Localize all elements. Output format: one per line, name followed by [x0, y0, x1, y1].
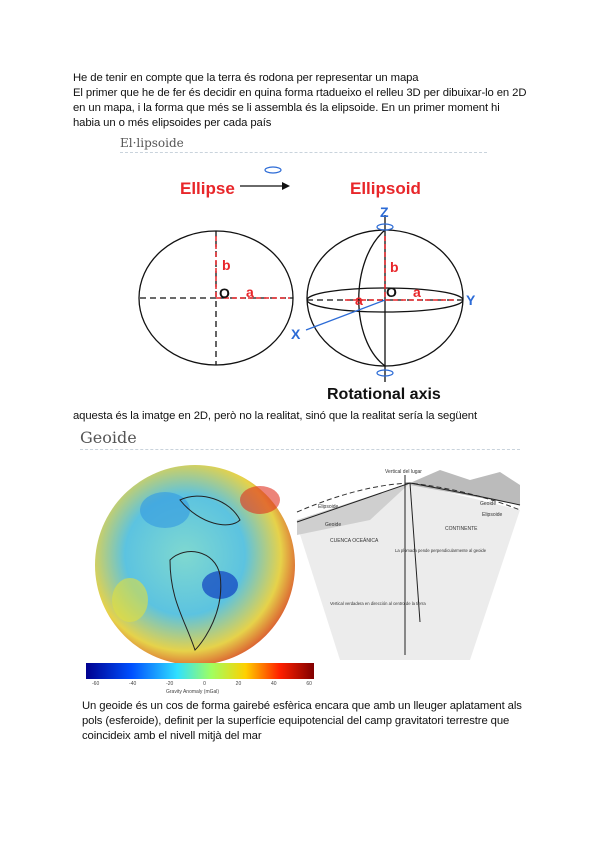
label-plumb: La plomada pende perpendicularmente al geoide [395, 548, 487, 553]
label-b-right: b [390, 259, 399, 275]
colorbar-ticks [92, 681, 312, 687]
ellipsoid-title: Ellipsoid [350, 179, 421, 198]
intro-line-2: El primer que he de fer és decidir en quina forma rtadueixo el relleu 3D per dibuixar-lo en 2D [73, 87, 527, 99]
intro-line-1: He de tenir en compte que la terra és rodona per representar un mapa [73, 72, 419, 84]
ellipse-title: Ellipse [180, 179, 235, 198]
tick: 40 [271, 681, 277, 687]
geoid-line-3: coincideix amb el nivell mitjà del mar [82, 730, 262, 742]
label-elipsoide-right: Elipsoide [482, 512, 503, 518]
tick: -40 [129, 681, 137, 687]
heading-rule [80, 449, 520, 450]
intro-line-3: en un mapa, i la forma que més se li assembla és la elipsoide. En un primer moment hi [73, 102, 500, 114]
tick: 20 [235, 681, 242, 687]
gravity-colorbar [86, 663, 314, 679]
tick: -60 [92, 681, 100, 687]
label-x: X [291, 326, 301, 342]
label-y: Y [466, 292, 476, 308]
label-z: Z [380, 204, 389, 220]
geoid-line-1: Un geoide és un cos de forma gairebé esfèrica encara que amb un lleuger aplatament als [82, 700, 522, 712]
label-o-right: O [386, 284, 397, 300]
geoid-line-2: pols (esferoide), definit per la superfície equipotencial del camp gravitatori terrestre que [82, 715, 510, 727]
ellipsoid-after-text: aquesta és la imatge en 2D, però no la realitat, sinó que la realitat sería la següent [73, 410, 477, 422]
label-ocean: CUENCA OCEÁNICA [330, 538, 379, 544]
label-geoide-right: Geoide [480, 501, 497, 507]
geoid-cross-section-diagram [297, 469, 520, 660]
label-vertical: Vertical del lugar [385, 469, 422, 475]
label-a-left: a [246, 284, 254, 300]
label-true-vertical: Vertical verdadera en dirección al centro de la tierra [330, 601, 426, 606]
label-b-left: b [222, 257, 231, 273]
tick: 60 [306, 681, 312, 687]
label-o-left: O [219, 285, 230, 301]
label-geoide-left: Geoide [325, 522, 342, 528]
intro-line-4: habia un o més elipsoides per cada país [73, 117, 272, 129]
label-a-right: a [413, 284, 421, 300]
tick: 0 [203, 681, 206, 687]
geoid-heading: Geoide [80, 428, 137, 447]
rotational-axis-caption: Rotational axis [327, 386, 441, 403]
label-elipsoide-left: Elipsoide [318, 504, 339, 510]
tick: -20 [166, 681, 174, 687]
geoid-globe-image [95, 465, 295, 665]
ellipsoid-heading: El·lipsoide [120, 136, 184, 150]
colorbar-label: Gravity Anomaly (mGal) [166, 689, 220, 695]
label-a-x: a [355, 292, 363, 308]
label-continent: CONTINENTE [445, 526, 478, 532]
